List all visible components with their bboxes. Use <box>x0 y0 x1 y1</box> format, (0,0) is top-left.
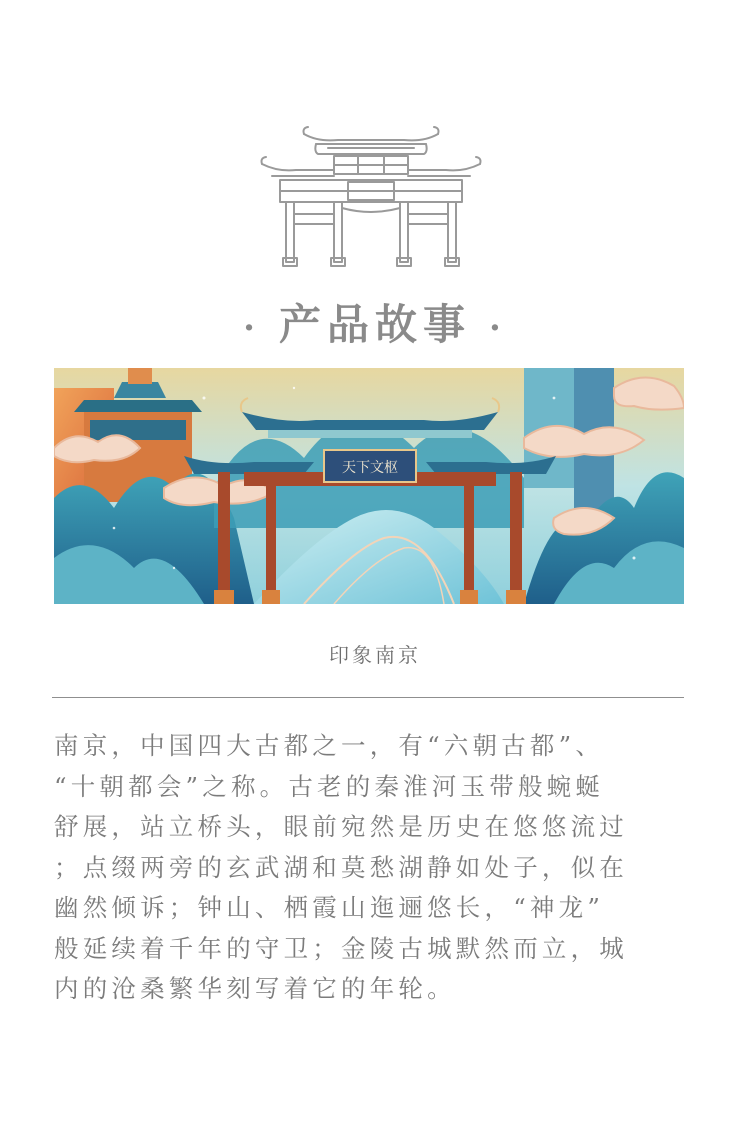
story-line: “十朝都会”之称。古老的秦淮河玉带般蜿蜒 <box>54 771 605 801</box>
story-line: 舒展，站立桥头，眼前宛然是历史在悠悠流过 <box>54 812 628 841</box>
story-line: 内的沧桑繁华刻写着它的年轮。 <box>54 974 456 1003</box>
story-line: 南京，中国四大古都之一，有“六朝古都”、 <box>54 731 605 760</box>
nanjing-gate-illustration <box>54 368 684 604</box>
section-title: 产品故事 <box>278 300 471 349</box>
image-caption: 印象南京 <box>329 643 421 667</box>
story-line: 般延续着千年的守卫；金陵古城默然而立，城 <box>54 933 628 963</box>
story-line: 幽然倾诉；钟山、栖霞山迤逦悠长，“神龙” <box>54 893 605 922</box>
story-line: ；点缀两旁的玄武湖和莫愁湖静如处子，似在 <box>54 852 628 882</box>
heading-dot-right: · <box>489 308 507 348</box>
gate-plaque-text: 天下文枢 <box>342 460 398 476</box>
heading-dot-left: · <box>243 308 261 348</box>
story-paragraph <box>54 726 686 1010</box>
divider <box>52 697 684 698</box>
section-heading <box>0 292 750 352</box>
paifang-gate-icon <box>258 124 484 268</box>
